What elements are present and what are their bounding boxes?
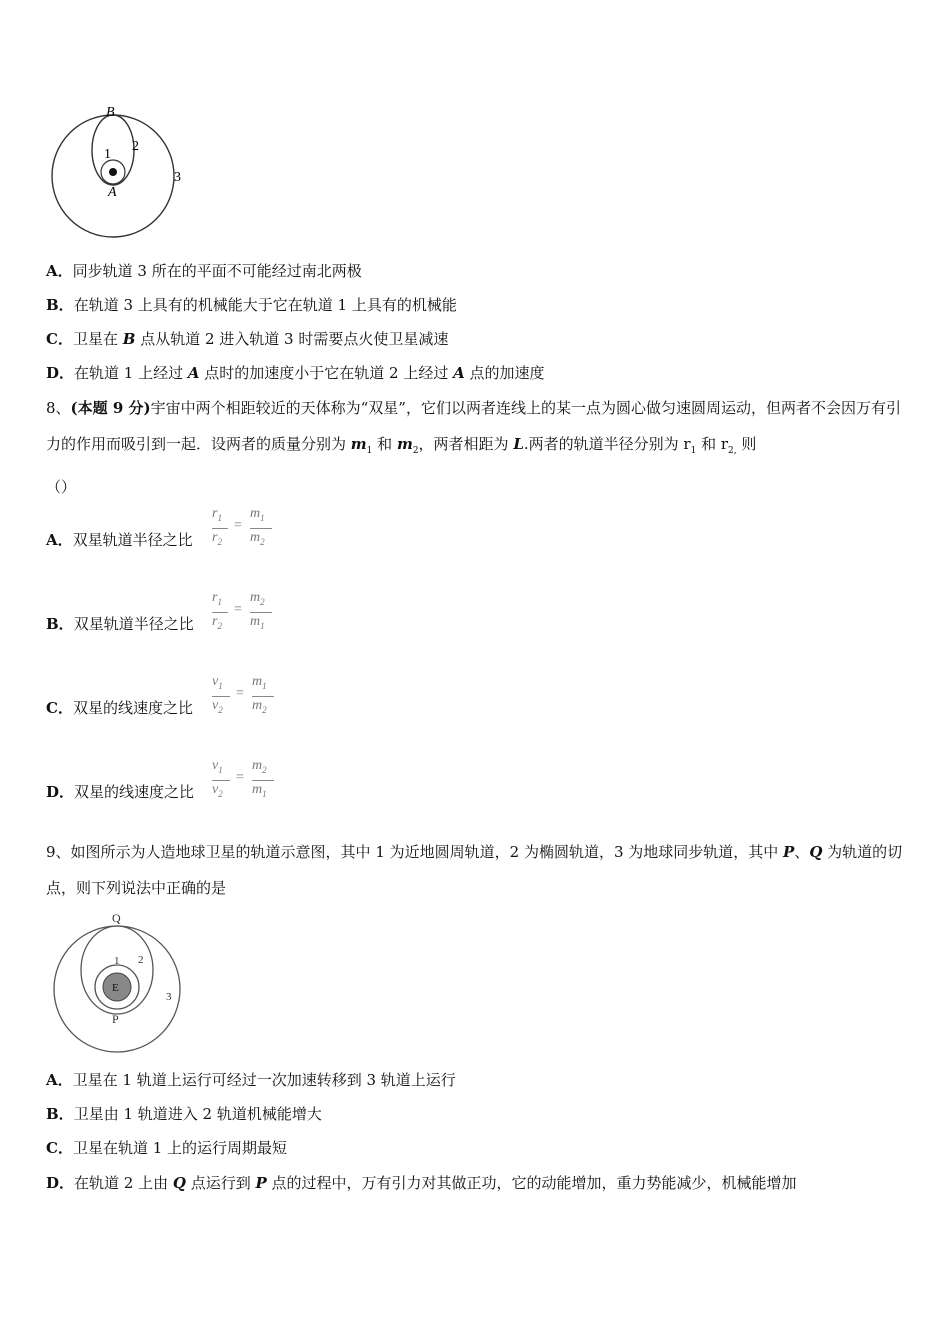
q9-option-d: D．在轨道 2 上由 Q 点运行到 P 点的过程中，万有引力对其做正功，它的动能增加，重力势能减少，机械能增加 (46, 1174, 797, 1192)
label-1: 1 (104, 147, 111, 162)
q7-option-a: A．同步轨道 3 所在的平面不可能经过南北两极 (46, 262, 362, 280)
label-1: 1 (114, 955, 120, 967)
q9-option-a: A．卫星在 1 轨道上运行可经过一次加速转移到 3 轨道上运行 (46, 1071, 456, 1089)
label-E: E (112, 982, 119, 994)
label-3: 3 (166, 991, 172, 1003)
label-B: B (106, 105, 115, 120)
orbit-figure-2 (50, 908, 190, 1058)
q7-option-d: D．在轨道 1 上经过 A 点时的加速度小于它在轨道 2 上经过 A 点的加速度 (46, 364, 545, 382)
q8-option-c-formula: $v_1$ $v_2$ = $m_1$ $m_2$ (212, 674, 282, 724)
label-2: 2 (138, 954, 144, 966)
label-A: A (108, 185, 117, 200)
q9-option-b: B．卫星由 1 轨道进入 2 轨道机械能增大 (46, 1105, 322, 1123)
q7-option-c: C．卫星在 B 点从轨道 2 进入轨道 3 时需要点火使卫星减速 (46, 330, 449, 348)
q8-option-b-formula: $r_1$ $r_2$ = $m_2$ $m_1$ (212, 590, 282, 640)
label-2: 2 (132, 139, 139, 154)
q8-option-a: A．双星轨道半径之比 (46, 531, 193, 549)
q8-option-d-formula: $v_1$ $v_2$ = $m_2$ $m_1$ (212, 758, 282, 808)
q8-option-d: D．双星的线速度之比 (46, 783, 195, 801)
label-3: 3 (174, 170, 181, 185)
q8-option-b: B．双星轨道半径之比 (46, 615, 194, 633)
label-P: P (112, 1012, 119, 1026)
orbit-figure-1 (46, 98, 196, 238)
label-Q: Q (112, 911, 121, 925)
q8-option-c: C．双星的线速度之比 (46, 699, 193, 717)
q9-option-c: C．卫星在轨道 1 上的运行周期最短 (46, 1139, 288, 1157)
earth-dot (109, 168, 117, 176)
q8-stem: 8、(本题 9 分)宇宙中两个相距较近的天体称为“双星”，它们以两者连线上的某一点为圆心做匀速圆周运动，但两者不会因万有引力的作用而吸引到一起．设两者的质量分别为 $m_1$ 和 $m_2$，两者相距为 L.两者的轨道半径分别为 $r_1$ 和 $r_{2,}$ 则 （） (46, 399, 901, 496)
q8-option-a-formula: $r_1$ $r_2$ = $m_1$ $m_2$ (212, 506, 282, 556)
q9-stem: 9、如图所示为人造地球卫星的轨道示意图，其中 1 为近地圆周轨道，2 为椭圆轨道，3 为地球同步轨道，其中 P、Q 为轨道的切点，则下列说法中正确的是 (46, 843, 903, 897)
q7-option-b: B．在轨道 3 上具有的机械能大于它在轨道 1 上具有的机械能 (46, 296, 457, 314)
